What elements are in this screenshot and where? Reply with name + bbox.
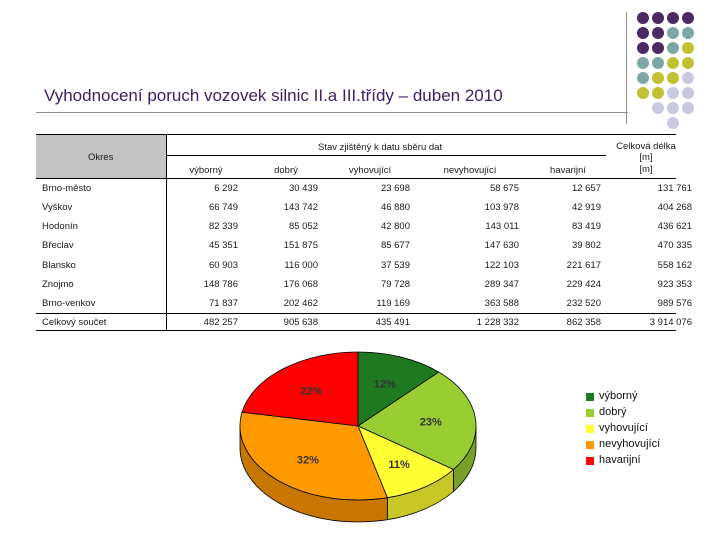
row-value-cell: 42 800: [380, 221, 410, 232]
decorative-dot: [667, 27, 679, 39]
row-value-cell: 46 880: [380, 202, 410, 213]
row-total-cell: 404 268: [657, 202, 692, 213]
row-okres-name: Hodonín: [42, 221, 78, 232]
pie-data-label: 32%: [296, 454, 319, 467]
decorative-dot: [682, 12, 694, 24]
row-value-cell: 58 675: [489, 183, 519, 194]
row-value-cell: 202 462: [283, 298, 318, 309]
total-header-line1: Celková délka: [616, 141, 676, 152]
column-header: dobrý: [274, 165, 298, 176]
total-header-line2: [m]: [639, 152, 653, 163]
row-value-cell: 6 292: [214, 183, 238, 194]
group-header-rule: [166, 155, 606, 156]
decorative-dot: [667, 72, 679, 84]
total-header-unit: [m]: [639, 164, 653, 175]
row-value-cell: 71 837: [208, 298, 238, 309]
row-value-cell: 229 424: [566, 279, 601, 290]
legend-swatch: [586, 425, 594, 433]
decorative-dot: [652, 102, 664, 114]
decorative-dot: [667, 117, 679, 129]
row-total-cell: 989 576: [657, 298, 692, 309]
row-total-cell: 131 761: [657, 183, 692, 194]
row-value-cell: 482 257: [203, 317, 238, 328]
pie-data-label: 22%: [300, 385, 323, 398]
pie-data-label: 23%: [419, 416, 442, 429]
row-value-cell: 1 228 332: [476, 317, 519, 328]
chart-legend: [578, 384, 674, 478]
table-top-rule: [36, 134, 676, 135]
legend-swatch: [586, 409, 594, 417]
column-header: vyhovující: [348, 165, 392, 176]
slide-title: Vyhodnocení poruch vozovek silnic II.a III.třídy – duben 2010: [44, 86, 503, 105]
decorative-dot: [682, 87, 694, 99]
row-value-cell: 122 103: [484, 260, 519, 271]
row-value-cell: 435 491: [375, 317, 410, 328]
row-value-cell: 39 802: [571, 240, 601, 251]
row-okres-name: Blansko: [42, 260, 76, 271]
legend-swatch: [586, 441, 594, 449]
decorative-dot: [667, 102, 679, 114]
column-header: havarijní: [550, 165, 586, 176]
row-okres-name: Znojmo: [42, 279, 74, 290]
decorative-dot-grid: [620, 6, 720, 126]
row-okres-name: Břeclav: [42, 240, 74, 251]
table-bottom-rule: [36, 330, 676, 331]
row-value-cell: 103 978: [484, 202, 519, 213]
decorative-dot: [637, 87, 649, 99]
decorative-dot: [652, 27, 664, 39]
row-value-cell: 119 169: [376, 298, 410, 309]
row-value-cell: 30 439: [288, 183, 318, 194]
decorative-dot: [637, 42, 649, 54]
row-value-cell: 83 419: [571, 221, 601, 232]
decorative-dot: [652, 57, 664, 69]
decorative-dot: [682, 27, 694, 39]
row-value-cell: 148 786: [203, 279, 238, 290]
row-value-cell: 79 728: [380, 279, 410, 290]
row-value-cell: 85 052: [288, 221, 318, 232]
decorative-dot: [682, 72, 694, 84]
row-value-cell: 85 677: [380, 240, 410, 251]
legend-label: dobrý: [599, 406, 627, 418]
decorative-dot: [667, 57, 679, 69]
row-okres-name: Celkový součet: [42, 317, 107, 328]
row-value-cell: 176 068: [283, 279, 318, 290]
row-value-cell: 23 698: [380, 183, 410, 194]
row-value-cell: 147 630: [484, 240, 519, 251]
decorative-dot: [652, 87, 664, 99]
column-header: výborný: [189, 165, 223, 176]
row-value-cell: 66 749: [208, 202, 238, 213]
decorative-dot: [682, 42, 694, 54]
decorative-dot: [637, 12, 649, 24]
pie-data-label: 11%: [388, 458, 410, 471]
row-value-cell: 42 919: [571, 202, 601, 213]
total-row-rule: [36, 313, 676, 314]
legend-swatch: [586, 457, 594, 465]
row-value-cell: 45 351: [208, 240, 238, 251]
row-total-cell: 436 621: [657, 221, 692, 232]
row-value-cell: 289 347: [484, 279, 519, 290]
defects-pie-chart: [226, 338, 496, 540]
decorative-dot: [637, 27, 649, 39]
row-total-cell: 923 353: [657, 279, 692, 290]
decorative-dot: [637, 57, 649, 69]
group-header: Stav zjištěný k datu sběru dat: [318, 142, 443, 153]
row-value-cell: 143 011: [485, 221, 519, 232]
pie-data-label: 12%: [373, 378, 396, 391]
okres-header: Okres: [88, 152, 114, 163]
legend-label: vyhovující: [599, 422, 648, 434]
row-okres-name: Brno-venkov: [42, 298, 96, 309]
row-value-cell: 221 617: [566, 260, 601, 271]
row-value-cell: 82 339: [208, 221, 238, 232]
title-underline: [36, 112, 628, 113]
decorative-dot: [652, 72, 664, 84]
row-value-cell: 12 657: [571, 183, 601, 194]
decorative-dot: [667, 87, 679, 99]
legend-label: nevyhovující: [599, 438, 661, 450]
row-value-cell: 143 742: [283, 202, 318, 213]
row-total-cell: 558 162: [657, 260, 692, 271]
decorative-dot: [652, 12, 664, 24]
row-value-cell: 862 358: [566, 317, 601, 328]
legend-swatch: [586, 393, 594, 401]
decorative-dot: [652, 42, 664, 54]
decorative-vertical-line: [626, 12, 627, 124]
row-value-cell: 116 000: [284, 260, 318, 271]
decorative-dot: [667, 42, 679, 54]
row-value-cell: 905 638: [283, 317, 318, 328]
row-okres-name: Vyškov: [42, 202, 73, 213]
decorative-dot: [637, 72, 649, 84]
row-total-cell: 470 335: [657, 240, 692, 251]
row-value-cell: 60 903: [208, 260, 238, 271]
header-bottom-rule: [36, 178, 676, 179]
decorative-dot: [682, 102, 694, 114]
row-value-cell: 37 539: [380, 260, 410, 271]
row-total-cell: 3 914 076: [649, 317, 692, 328]
row-value-cell: 232 520: [566, 298, 601, 309]
row-value-cell: 151 875: [283, 240, 318, 251]
legend-label: havarijní: [599, 454, 641, 466]
row-value-cell: 363 588: [484, 298, 519, 309]
column-header: nevyhovující: [443, 165, 497, 176]
legend-label: výborný: [599, 390, 638, 402]
decorative-dot: [667, 12, 679, 24]
decorative-dot: [682, 57, 694, 69]
row-okres-name: Brno-město: [42, 183, 92, 194]
